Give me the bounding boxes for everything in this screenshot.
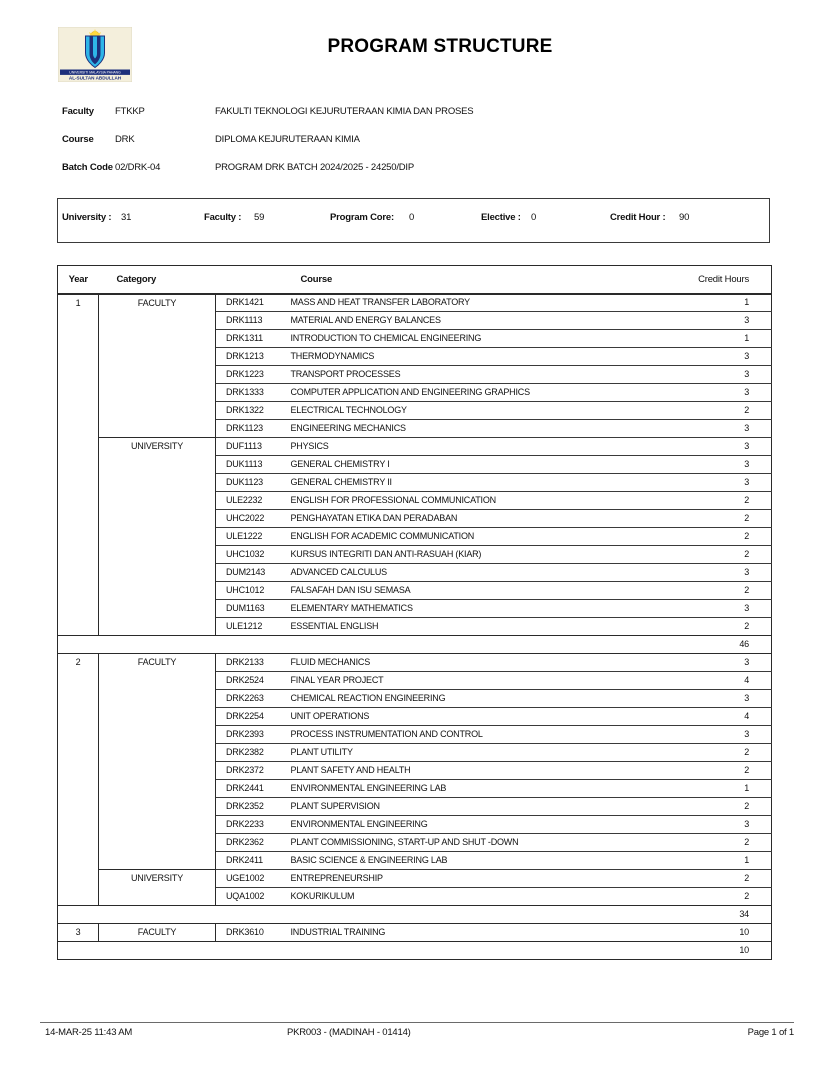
credit-hours-cell: 1 — [672, 852, 772, 870]
credit-hours-cell: 2 — [672, 510, 772, 528]
summary-credit-hour-value: 90 — [679, 212, 690, 223]
course-code-cell: ULE1212 — [216, 618, 291, 636]
credit-hours-cell: 4 — [672, 672, 772, 690]
course-title-cell: COMPUTER APPLICATION AND ENGINEERING GRAPHICS — [291, 384, 672, 402]
credit-hours-cell: 2 — [672, 528, 772, 546]
credit-hours-cell: 1 — [672, 330, 772, 348]
year-total-row — [58, 636, 772, 654]
course-label: Course — [62, 134, 94, 145]
course-code-cell: DRK2382 — [216, 744, 291, 762]
credit-hours-cell: 3 — [672, 438, 772, 456]
credit-hours-cell: 2 — [672, 582, 772, 600]
footer-timestamp: 14-MAR-25 11:43 AM — [45, 1027, 133, 1038]
year-total-cell: 34 — [58, 906, 772, 924]
program-info-section — [62, 105, 473, 189]
course-title-cell: ELEMENTARY MATHEMATICS — [291, 600, 672, 618]
summary-credit-hour — [610, 212, 689, 224]
course-code-cell: UHC2022 — [216, 510, 291, 528]
credit-hours-cell: 3 — [672, 726, 772, 744]
credit-hours-cell: 2 — [672, 834, 772, 852]
course-title-cell: ENGLISH FOR PROFESSIONAL COMMUNICATION — [291, 492, 672, 510]
course-code-cell: DRK2524 — [216, 672, 291, 690]
batch-code-description: PROGRAM DRK BATCH 2024/2025 - 24250/DIP — [215, 162, 414, 173]
year-total-row — [58, 906, 772, 924]
course-row — [58, 654, 772, 672]
course-title-cell: ENTREPRENEURSHIP — [291, 870, 672, 888]
summary-program-core-value: 0 — [409, 212, 415, 223]
credit-hours-cell: 3 — [672, 564, 772, 582]
course-title-cell: FLUID MECHANICS — [291, 654, 672, 672]
course-code-cell: ULE2232 — [216, 492, 291, 510]
course-title-cell: INTRODUCTION TO CHEMICAL ENGINEERING — [291, 330, 672, 348]
faculty-info-row — [62, 105, 473, 118]
credit-hours-cell: 3 — [672, 456, 772, 474]
year-cell: 1 — [58, 294, 99, 636]
course-title-cell: KURSUS INTEGRITI DAN ANTI-RASUAH (KIAR) — [291, 546, 672, 564]
credit-hours-cell: 10 — [672, 924, 772, 942]
page-title: PROGRAM STRUCTURE — [327, 36, 553, 57]
summary-university-label: University : — [62, 212, 112, 223]
program-structure-table — [57, 265, 772, 960]
category-cell: FACULTY — [99, 654, 216, 870]
credit-hours-cell: 3 — [672, 384, 772, 402]
course-code-cell: DRK2393 — [216, 726, 291, 744]
course-title-cell: MASS AND HEAT TRANSFER LABORATORY — [291, 294, 672, 312]
course-title-cell: PLANT COMMISSIONING, START-UP AND SHUT -DOWN — [291, 834, 672, 852]
footer-page-number: Page 1 of 1 — [747, 1027, 794, 1038]
course-title-cell: ENVIRONMENTAL ENGINEERING — [291, 816, 672, 834]
course-title-cell: GENERAL CHEMISTRY I — [291, 456, 672, 474]
credit-hours-cell: 3 — [672, 348, 772, 366]
course-code-cell: ULE1222 — [216, 528, 291, 546]
course-title-cell: ENGINEERING MECHANICS — [291, 420, 672, 438]
course-title-cell: PENGHAYATAN ETIKA DAN PERADABAN — [291, 510, 672, 528]
credit-hours-cell: 3 — [672, 474, 772, 492]
course-code-cell: DRK1322 — [216, 402, 291, 420]
course-title-cell: ESSENTIAL ENGLISH — [291, 618, 672, 636]
course-code-cell: DUM2143 — [216, 564, 291, 582]
credit-hours-cell: 2 — [672, 492, 772, 510]
course-title-cell: PLANT SAFETY AND HEALTH — [291, 762, 672, 780]
credit-hours-cell: 2 — [672, 798, 772, 816]
course-code-cell: DRK2372 — [216, 762, 291, 780]
course-code-cell: DRK1213 — [216, 348, 291, 366]
course-row — [58, 294, 772, 312]
summary-university-value: 31 — [121, 212, 132, 223]
credit-summary-box — [57, 198, 770, 243]
course-title-cell: UNIT OPERATIONS — [291, 708, 672, 726]
faculty-label: Faculty — [62, 106, 94, 117]
credit-hours-cell: 4 — [672, 708, 772, 726]
year-total-row — [58, 942, 772, 960]
summary-program-core — [330, 212, 414, 224]
table-header-row — [58, 266, 772, 294]
category-cell: FACULTY — [99, 924, 216, 942]
credit-hours-cell: 3 — [672, 600, 772, 618]
summary-program-core-label: Program Core: — [330, 212, 394, 223]
credit-hours-cell: 3 — [672, 690, 772, 708]
course-code-cell: DRK1223 — [216, 366, 291, 384]
summary-faculty-label: Faculty : — [204, 212, 242, 223]
category-cell: FACULTY — [99, 294, 216, 438]
credit-hours-cell: 3 — [672, 366, 772, 384]
course-code-cell: DUK1113 — [216, 456, 291, 474]
summary-elective — [481, 212, 536, 224]
batch-code-value: 02/DRK-04 — [115, 162, 161, 173]
summary-faculty-value: 59 — [254, 212, 265, 223]
course-row — [58, 438, 772, 456]
course-title-cell: ENVIRONMENTAL ENGINEERING LAB — [291, 780, 672, 798]
year-column-header: Year — [58, 266, 99, 294]
year-total-cell: 46 — [58, 636, 772, 654]
course-code-cell: UGE1002 — [216, 870, 291, 888]
category-column-header: Category — [99, 266, 216, 294]
course-code-cell: DUM1163 — [216, 600, 291, 618]
credit-hours-cell: 3 — [672, 420, 772, 438]
course-info-row — [62, 133, 473, 146]
summary-faculty — [204, 212, 264, 224]
summary-university — [62, 212, 131, 224]
course-code: DRK — [115, 134, 135, 145]
credit-hours-column-header: Credit Hours — [672, 266, 772, 294]
year-cell: 3 — [58, 924, 99, 942]
credit-hours-cell: 3 — [672, 816, 772, 834]
credit-hours-cell: 2 — [672, 888, 772, 906]
course-row — [58, 924, 772, 942]
category-cell: UNIVERSITY — [99, 438, 216, 636]
credit-hours-cell: 2 — [672, 744, 772, 762]
course-title-cell: PHYSICS — [291, 438, 672, 456]
course-code-cell: DRK2352 — [216, 798, 291, 816]
course-code-cell: DUK1123 — [216, 474, 291, 492]
course-title-cell: THERMODYNAMICS — [291, 348, 672, 366]
credit-hours-cell: 3 — [672, 654, 772, 672]
credit-hours-cell: 2 — [672, 618, 772, 636]
credit-hours-cell: 2 — [672, 762, 772, 780]
faculty-code: FTKKP — [115, 106, 145, 117]
course-code-cell: DRK2411 — [216, 852, 291, 870]
course-title-cell: MATERIAL AND ENERGY BALANCES — [291, 312, 672, 330]
course-title-cell: ENGLISH FOR ACADEMIC COMMUNICATION — [291, 528, 672, 546]
course-title-cell: FINAL YEAR PROJECT — [291, 672, 672, 690]
course-title-cell: CHEMICAL REACTION ENGINEERING — [291, 690, 672, 708]
course-code-cell: DRK2133 — [216, 654, 291, 672]
course-title-cell: TRANSPORT PROCESSES — [291, 366, 672, 384]
course-title-cell: PLANT UTILITY — [291, 744, 672, 762]
footer-divider — [40, 1022, 794, 1023]
year-total-cell: 10 — [58, 942, 772, 960]
course-code-cell: UHC1032 — [216, 546, 291, 564]
course-code-cell: UHC1012 — [216, 582, 291, 600]
course-title-cell: PLANT SUPERVISION — [291, 798, 672, 816]
course-title-cell: INDUSTRIAL TRAINING — [291, 924, 672, 942]
year-cell: 2 — [58, 654, 99, 906]
footer-report-code: PKR003 - (MADINAH - 01414) — [287, 1027, 411, 1038]
credit-hours-cell: 3 — [672, 312, 772, 330]
summary-elective-label: Elective : — [481, 212, 521, 223]
course-title-cell: KOKURIKULUM — [291, 888, 672, 906]
credit-hours-cell: 1 — [672, 780, 772, 798]
course-title-cell: BASIC SCIENCE & ENGINEERING LAB — [291, 852, 672, 870]
summary-credit-hour-label: Credit Hour : — [610, 212, 666, 223]
credit-hours-cell: 2 — [672, 402, 772, 420]
course-code-cell: DRK2441 — [216, 780, 291, 798]
course-code-cell: DRK2233 — [216, 816, 291, 834]
credit-hours-cell: 2 — [672, 546, 772, 564]
course-column-header: Course — [216, 266, 672, 294]
batch-code-label: Batch Code — [62, 162, 113, 173]
course-code-cell: DUF1113 — [216, 438, 291, 456]
course-title-cell: FALSAFAH DAN ISU SEMASA — [291, 582, 672, 600]
course-title-cell: PROCESS INSTRUMENTATION AND CONTROL — [291, 726, 672, 744]
category-cell: UNIVERSITY — [99, 870, 216, 906]
course-description: DIPLOMA KEJURUTERAAN KIMIA — [215, 134, 360, 145]
faculty-description: FAKULTI TEKNOLOGI KEJURUTERAAN KIMIA DAN PROSES — [215, 106, 474, 117]
course-code-cell: DRK3610 — [216, 924, 291, 942]
page-footer — [40, 1027, 794, 1041]
course-code-cell: DRK1113 — [216, 312, 291, 330]
course-title-cell: ELECTRICAL TECHNOLOGY — [291, 402, 672, 420]
course-title-cell: GENERAL CHEMISTRY II — [291, 474, 672, 492]
course-title-cell: ADVANCED CALCULUS — [291, 564, 672, 582]
credit-hours-cell: 1 — [672, 294, 772, 312]
logo-line2: AL-SULTAN ABDULLAH — [68, 75, 122, 81]
course-row — [58, 870, 772, 888]
course-code-cell: DRK1333 — [216, 384, 291, 402]
summary-elective-value: 0 — [531, 212, 537, 223]
course-code-cell: DRK1421 — [216, 294, 291, 312]
course-code-cell: DRK1123 — [216, 420, 291, 438]
credit-hours-cell: 2 — [672, 870, 772, 888]
course-code-cell: DRK1311 — [216, 330, 291, 348]
course-code-cell: DRK2254 — [216, 708, 291, 726]
course-code-cell: DRK2362 — [216, 834, 291, 852]
course-code-cell: UQA1002 — [216, 888, 291, 906]
logo-line1: UNIVERSITI MALAYSIA PAHANG — [69, 70, 121, 75]
batch-code-info-row — [62, 161, 473, 174]
course-code-cell: DRK2263 — [216, 690, 291, 708]
